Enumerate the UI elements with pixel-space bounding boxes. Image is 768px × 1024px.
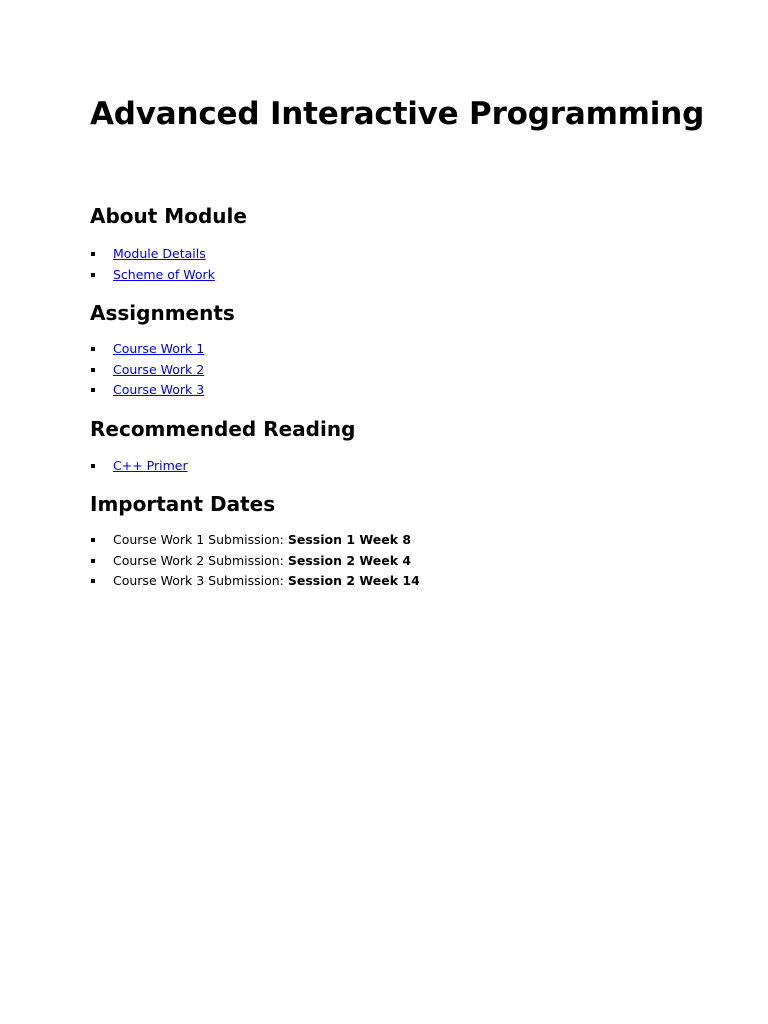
square-bullet-icon: [91, 347, 95, 351]
square-bullet-icon: [91, 273, 95, 277]
recommended-reading-section: [90, 416, 768, 477]
square-bullet-icon: [91, 559, 95, 563]
recommended-reading-list: [90, 456, 768, 477]
square-bullet-icon: [91, 252, 95, 256]
list-item: [90, 360, 768, 381]
about-module-section: [90, 203, 768, 285]
module-details-link[interactable]: Module Details: [113, 246, 206, 261]
course-work-3-link[interactable]: Course Work 3: [113, 382, 205, 397]
list-item: [90, 551, 768, 572]
date-label: Course Work 2 Submission:: [113, 552, 288, 568]
list-item: [90, 339, 768, 360]
important-dates-heading: Important Dates: [90, 492, 276, 516]
date-label: Course Work 3 Submission:: [113, 573, 288, 588]
cpp-primer-link[interactable]: C++ Primer: [113, 457, 188, 473]
square-bullet-icon: [91, 579, 95, 583]
assignments-section: [90, 300, 768, 401]
list-item: [90, 571, 768, 592]
scheme-of-work-link[interactable]: Scheme of Work: [113, 266, 215, 282]
date-value: Session 1 Week 8: [287, 532, 412, 547]
date-value: Session 2 Week 4: [287, 552, 412, 568]
square-bullet-icon: [91, 464, 95, 468]
list-item: [90, 380, 768, 401]
recommended-reading-heading: Recommended Reading: [90, 416, 356, 441]
square-bullet-icon: [91, 388, 95, 392]
date-label: Course Work 1 Submission:: [113, 532, 288, 547]
important-dates-section: [90, 491, 768, 592]
list-item: [90, 530, 768, 551]
list-item: [90, 456, 768, 477]
square-bullet-icon: [91, 538, 95, 542]
about-module-list: [90, 244, 768, 285]
date-value: Session 2 Week 14: [287, 573, 420, 588]
list-item: [90, 265, 768, 286]
course-work-1-link[interactable]: Course Work 1: [113, 341, 205, 356]
about-module-heading: About Module: [90, 204, 247, 228]
assignments-heading: Assignments: [90, 301, 235, 325]
assignments-list: [90, 339, 768, 401]
important-dates-list: [90, 530, 768, 592]
page-title: Advanced Interactive Programming: [90, 96, 705, 132]
course-work-2-link[interactable]: Course Work 2: [113, 361, 205, 377]
square-bullet-icon: [91, 368, 95, 372]
list-item: [90, 244, 768, 265]
